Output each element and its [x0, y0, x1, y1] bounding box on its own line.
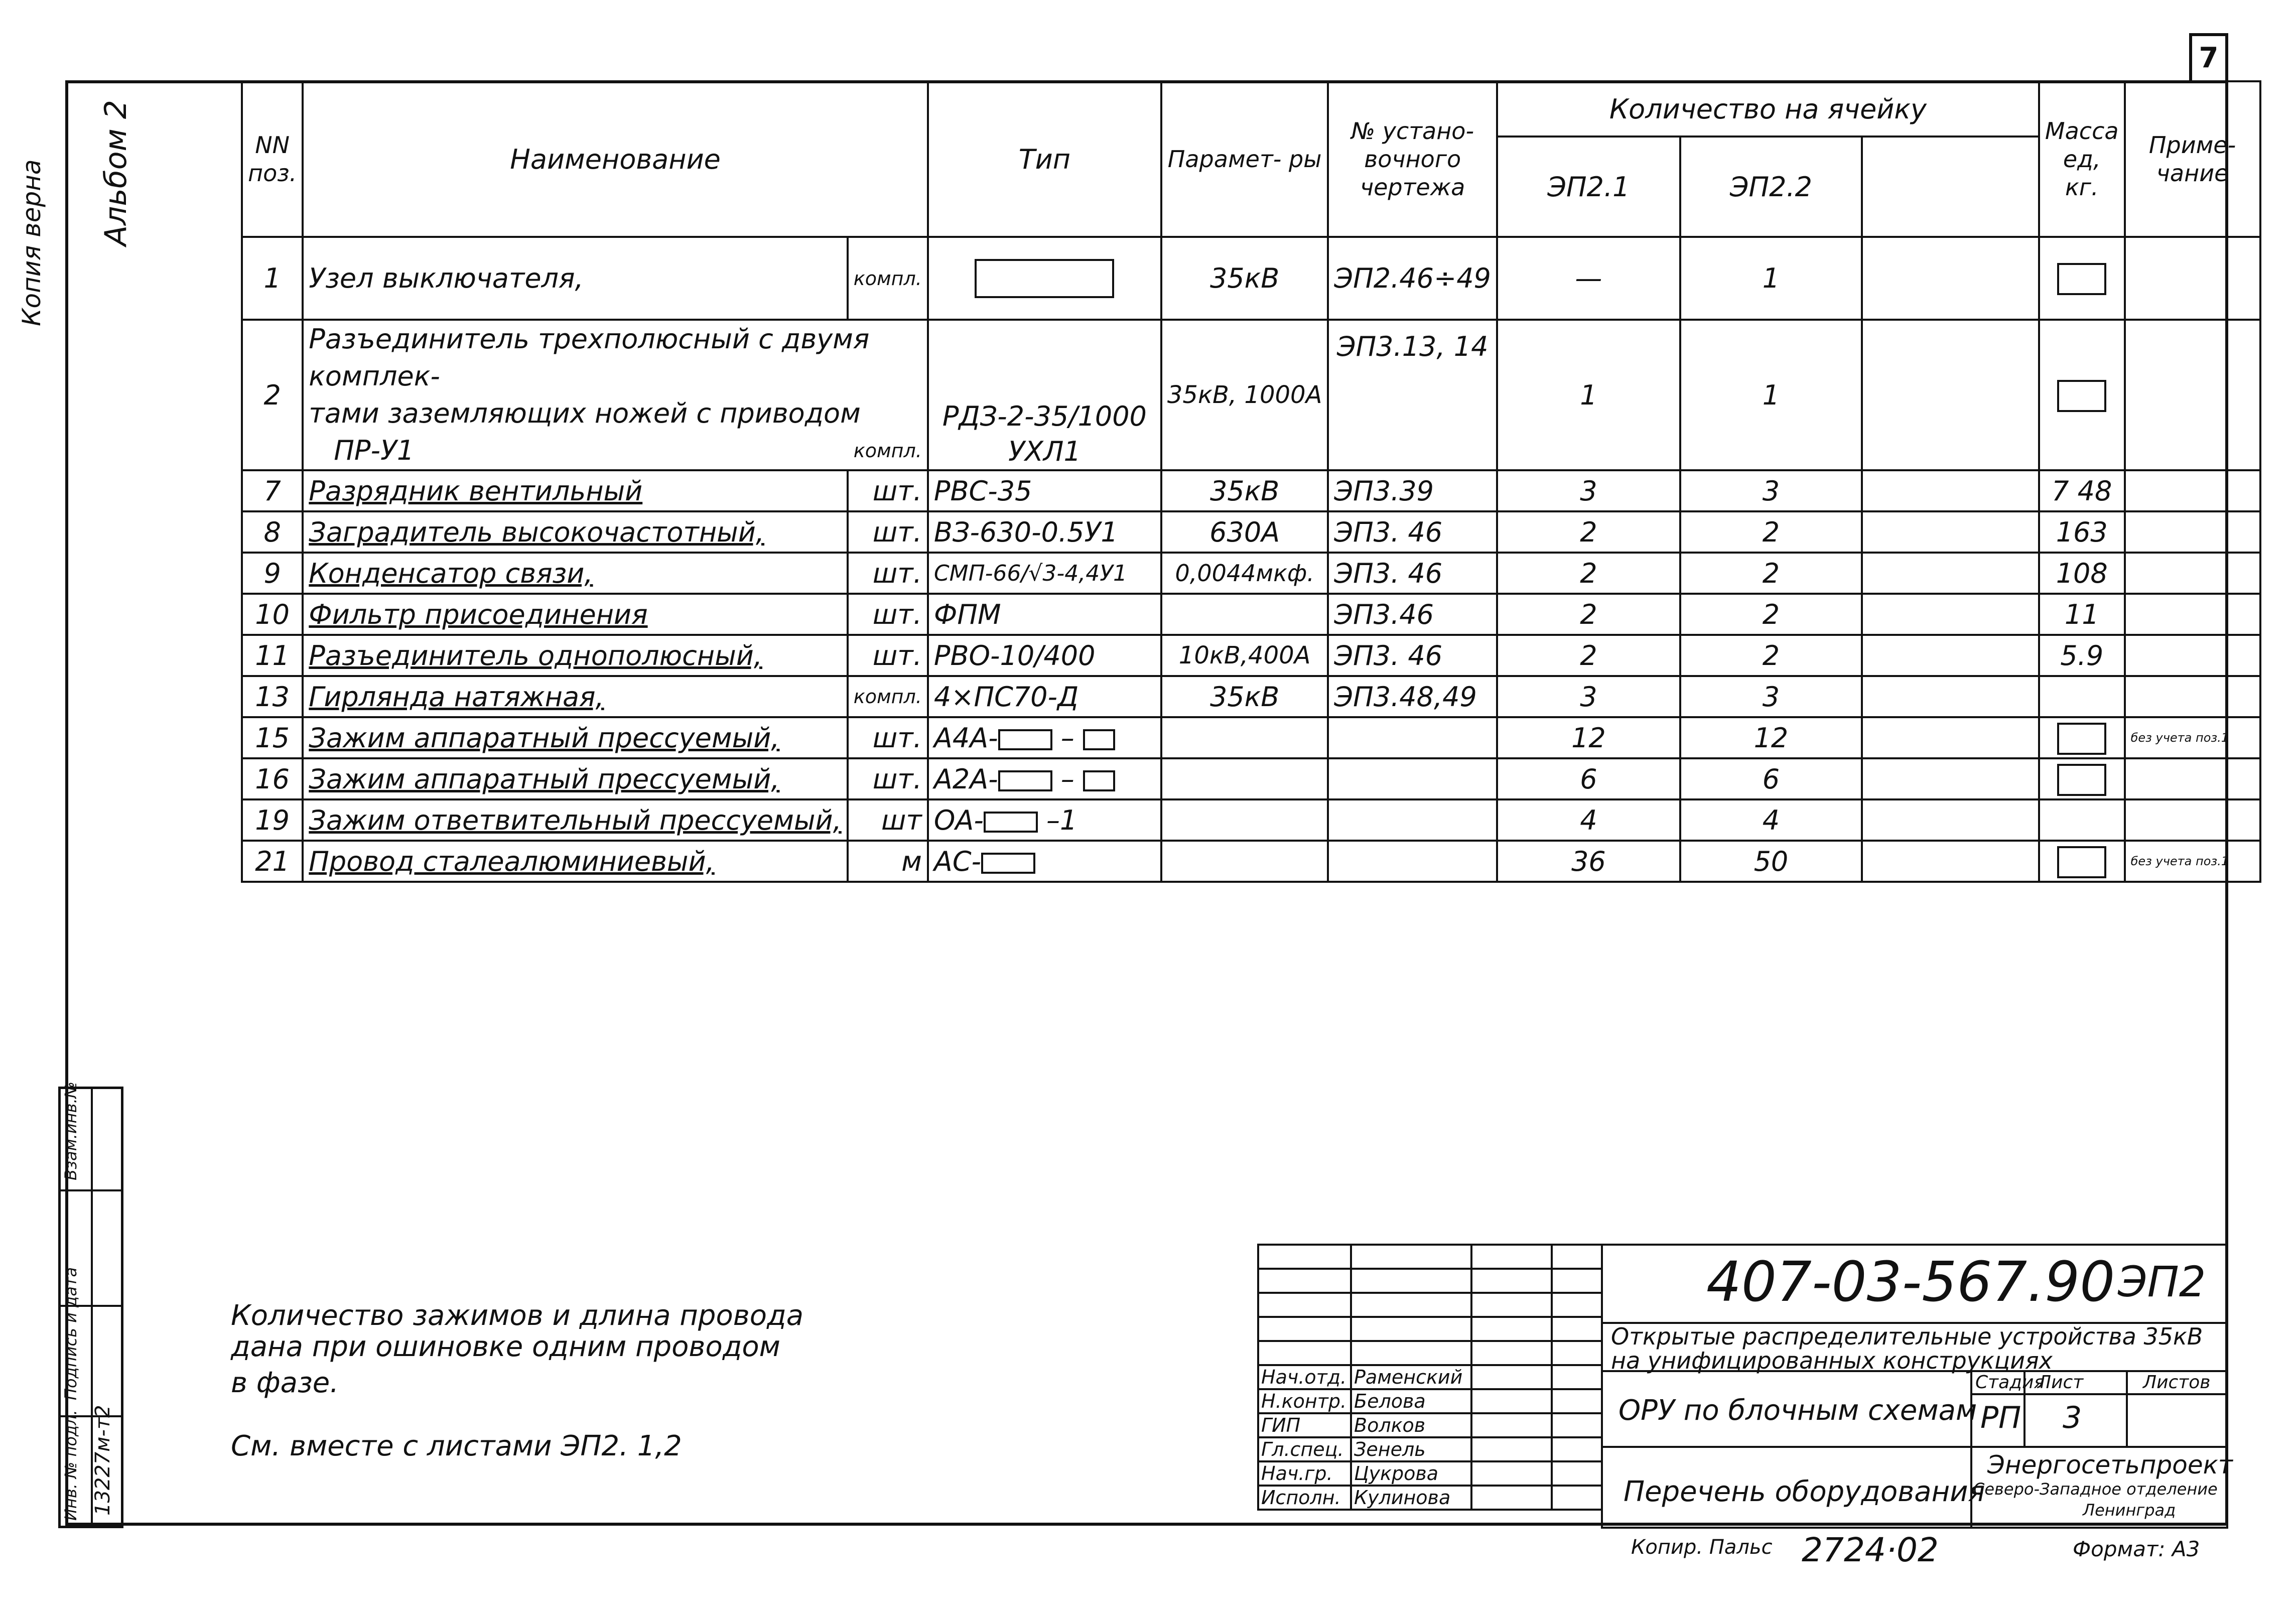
blank-box: [998, 770, 1052, 791]
header-name: Наименование: [303, 81, 928, 237]
sheet-label: Лист: [2038, 1372, 2084, 1393]
copy-verified-note: Копия верна: [17, 159, 46, 326]
table-row: 8 Заградитель высокочастотный, шт. ВЗ-630-0.5У1 630А ЭП3. 46 2 2 163: [242, 511, 2260, 553]
replace-inv-label: Взам.инв.№: [61, 1082, 80, 1180]
header-drawing: № устано- вочного чертежа: [1328, 81, 1497, 237]
stage-value: РП: [1980, 1400, 2021, 1435]
header-qty-ep21: ЭП2.1: [1497, 137, 1680, 237]
blank-box: [1083, 729, 1115, 750]
blank-box: [2057, 723, 2106, 755]
table-row: 21 Провод сталеалюминиевый, м АС- 36 50 без учета поз.1: [242, 841, 2260, 882]
signature-date-label: Подпись и дата: [61, 1267, 80, 1400]
table-row: 10 Фильтр присоединения шт. ФПМ ЭП3.46 2 2 11: [242, 594, 2260, 635]
doc-code: 407-03-567.90: [1706, 1250, 2115, 1314]
table-row: 15 Зажим аппаратный прессуемый, шт. А4А- – 12 12 без учета поз.1: [242, 717, 2260, 758]
blank-box: [998, 729, 1052, 750]
note-line-3: в фазе.: [231, 1367, 339, 1399]
stamp-row: Нач.гр. Цукрова: [1258, 1461, 1602, 1486]
project-title-1: Открытые распределительные устройства 35кВ: [1611, 1323, 2203, 1350]
table-row: 1 Узел выключателя, компл. 35кВ ЭП2.46÷49 — 1: [242, 237, 2260, 320]
blank-box: [2057, 846, 2106, 878]
blank-box: [2057, 380, 2106, 412]
stamp-row: Нач.отд. Раменский: [1258, 1365, 1602, 1389]
album-label: Альбом 2: [98, 100, 133, 246]
header-mass: Масса ед, кг.: [2039, 81, 2125, 237]
header-qty-empty: [1862, 137, 2039, 237]
equipment-table: [241, 80, 2261, 883]
drawing-name-1: ОРУ по блочным схемам: [1618, 1394, 1977, 1427]
note-see-also: См. вместе с листами ЭП2. 1,2: [231, 1430, 682, 1462]
header-type: Тип: [928, 81, 1161, 237]
table-row: 19 Зажим ответвительный прессуемый, шт ОА- –1 4 4: [242, 799, 2260, 841]
stamp-row: Гл.спец. Зенель: [1258, 1437, 1602, 1461]
header-note: Приме- чание: [2125, 81, 2260, 237]
stamp-row: Н.контр. Белова: [1258, 1389, 1602, 1413]
org-city: Ленинград: [2083, 1501, 2176, 1520]
stamp-row: ГИП Волков: [1258, 1413, 1602, 1437]
signature-stamp: [1257, 1244, 1603, 1511]
blank-box: [975, 259, 1114, 298]
table-row: 16 Зажим аппаратный прессуемый, шт. А2А- – 6 6: [242, 758, 2260, 799]
table-row: 13 Гирлянда натяжная, компл. 4×ПС70-Д 35кВ ЭП3.48,49 3 3: [242, 676, 2260, 717]
org-branch: Северо-Западное отделение: [1973, 1480, 2218, 1499]
project-title-2: на унифицированных конструкциях: [1611, 1347, 2053, 1374]
copy-number: 2724·02: [1802, 1531, 1939, 1569]
blank-box: [984, 812, 1038, 833]
table-row: 11 Разъединитель однополюсный, шт. РВО-10/400 10кВ,400А ЭП3. 46 2 2 5.9: [242, 635, 2260, 676]
blank-box: [981, 853, 1035, 874]
format-label: Формат: А3: [2073, 1537, 2200, 1561]
stage-label: Стадия: [1975, 1372, 2045, 1393]
table-row: 9 Конденсатор связи, шт. СМП-66/√3-4,4У1 0,0044мкф. ЭП3. 46 2 2 108: [242, 553, 2260, 594]
sheet-number: 7: [2189, 33, 2228, 80]
inv-no-label: Инв. № подл.: [61, 1410, 80, 1521]
blank-box: [1083, 770, 1115, 791]
header-qty-ep22: ЭП2.2: [1680, 137, 1862, 237]
stamp-row: Исполн. Кулинова: [1258, 1486, 1602, 1510]
table-row: 2 Разъединитель трехполюсный с двумя комплек- тами заземляющих ножей с приводом ПР-У1 компл. РДЗ-2-35/1000 УХЛ1 35кВ, 1000А ЭП3.13, 14 1 1: [242, 320, 2260, 470]
sheet-value: 3: [2063, 1400, 2082, 1435]
blank-box: [2057, 764, 2106, 796]
inv-no-value: 13227м-т2: [91, 1405, 114, 1516]
sheet-code: ЭП2: [2118, 1257, 2206, 1306]
note-line-1: Количество зажимов и длина провода: [231, 1299, 804, 1332]
header-pos: NN поз.: [242, 81, 303, 237]
sheets-label: Листов: [2143, 1372, 2211, 1393]
header-qty-group: Количество на ячейку: [1497, 81, 2039, 137]
note-line-2: дана при ошиновке одним проводом: [231, 1330, 780, 1363]
copied-label: Копир. Пальс: [1631, 1536, 1773, 1559]
drawing-name-2: Перечень оборудования: [1624, 1475, 1985, 1508]
blank-box: [2057, 263, 2106, 295]
org-name: Энергосетьпроект: [1987, 1450, 2233, 1480]
header-params: Парамет- ры: [1161, 81, 1328, 237]
table-row: 7 Разрядник вентильный шт. РВС-35 35кВ ЭП3.39 3 3 7 48: [242, 470, 2260, 511]
